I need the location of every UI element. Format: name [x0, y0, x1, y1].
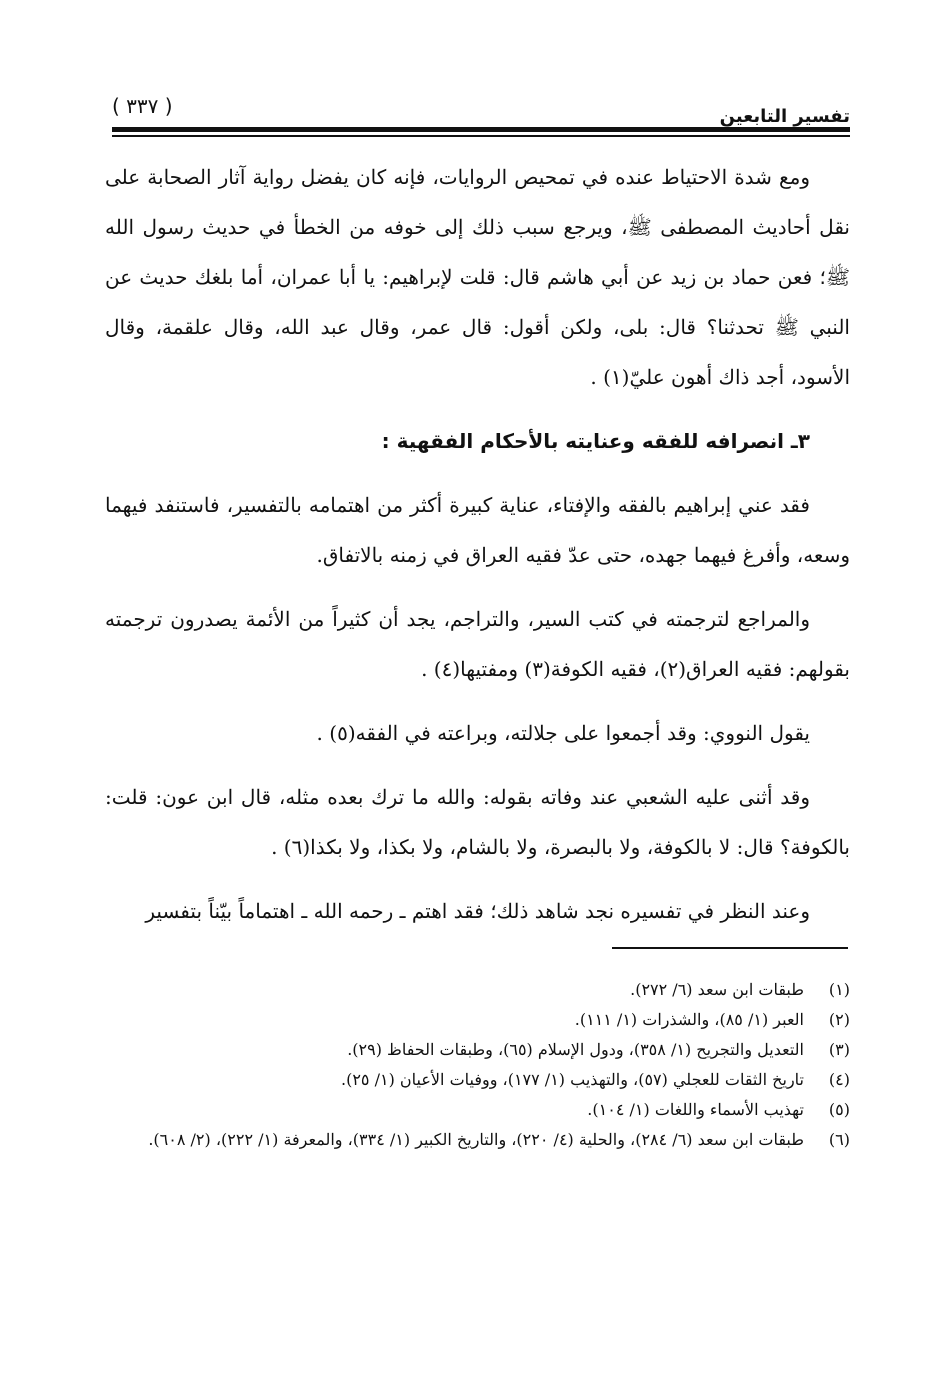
- footnotes: [105, 975, 850, 1155]
- paragraph: وقد أثنى عليه الشعبي عند وفاته بقوله: والله ما ترك بعده مثله، قال ابن عون: قلت: بالكوفة؟ قال: لا بالكوفة، ولا بالبصرة، ولا بالشام، ولا بكذا، ولا بكذا(٦) .: [105, 785, 850, 859]
- footnote-item: [105, 1065, 850, 1095]
- footnote-item: [105, 975, 850, 1005]
- paragraph: يقول النووي: وقد أجمعوا على جلالته، وبراعته في الفقه(٥) .: [316, 721, 810, 745]
- paragraph: وعند النظر في تفسيره نجد شاهد ذلك؛ فقد اهتم ـ رحمه الله ـ اهتماماً بيّناً بتفسير: [145, 899, 810, 923]
- header-rule-thick: [112, 127, 850, 132]
- footnote-text: تهذيب الأسماء واللغات (١/ ١٠٤).: [587, 1100, 804, 1119]
- footnote-number: (٢): [828, 1010, 850, 1029]
- footnote-item: [105, 1035, 850, 1065]
- footnote-text: طبقات ابن سعد (٦/ ٢٨٤)، والحلية (٤/ ٢٢٠)، والتاريخ الكبير (١/ ٣٣٤)، والمعرفة (١/ ٢٢٢)، (٢/ ٦٠٨).: [148, 1130, 804, 1149]
- footnote-separator: [612, 947, 848, 949]
- footnote-number: (٣): [828, 1040, 850, 1059]
- footnote-item: [105, 1005, 850, 1035]
- footnote-text: تاريخ الثقات للعجلي (٥٧)، والتهذيب (١/ ١٧٧)، ووفيات الأعيان (١/ ٢٥).: [341, 1070, 804, 1089]
- running-title: تفسير التابعين: [719, 106, 850, 127]
- footnote-item: [105, 1095, 850, 1125]
- page-header: [100, 84, 850, 127]
- main-text: [105, 152, 850, 936]
- section-heading: ٣ـ انصرافه للفقه وعنايته بالأحكام الفقهية :: [381, 429, 810, 453]
- footnote-text: التعديل والتجريح (١/ ٣٥٨)، ودول الإسلام (٦٥)، وطبقات الحفاظ (٢٩).: [347, 1040, 804, 1059]
- footnote-number: (٦): [828, 1130, 850, 1149]
- paragraph: والمراجع لترجمته في كتب السير، والتراجم، يجد أن كثيراً من الأئمة يصدرون ترجمته بقولهم: فقيه العراق(٢)، فقيه الكوفة(٣) ومفتيها(٤) .: [105, 607, 850, 681]
- paragraph: ومع شدة الاحتياط عنده في تمحيص الروايات، فإنه كان يفضل رواية آثار الصحابة على نقل أحاديث المصطفى ﷺ، ويرجع سبب ذلك إلى خوفه من الخطأ في حديث رسول الله ﷺ؛ فعن حماد بن زيد عن أبي هاشم قال: قلت لإبراهيم: يا أبا عمران، أما بلغك حديث عن النبي ﷺ تحدثنا؟ قال: بلى، ولكن أقول: قال عمر، وقال عبد الله، وقال علقمة، وقال الأسود، أجد ذاك أهون عليّ(١) .: [105, 165, 851, 389]
- header-rule-thin: [112, 135, 850, 137]
- paragraph: فقد عني إبراهيم بالفقه والإفتاء، عناية كبيرة أكثر من اهتمامه بالتفسير، فاستنفد فيهما وسعه، وأفرغ فيهما جهده، حتى عدّ فقيه العراق في زمنه بالاتفاق.: [105, 493, 850, 567]
- page-number: ( ٣٣٧ ): [112, 94, 173, 118]
- footnote-text: العبر (١/ ٨٥)، والشذرات (١/ ١١١).: [574, 1010, 804, 1029]
- footnote-number: (٥): [828, 1100, 850, 1119]
- footnote-number: (٤): [828, 1070, 850, 1089]
- footnote-item: [105, 1125, 850, 1155]
- footnote-text: طبقات ابن سعد (٦/ ٢٧٢).: [630, 980, 804, 999]
- footnote-number: (١): [828, 980, 850, 999]
